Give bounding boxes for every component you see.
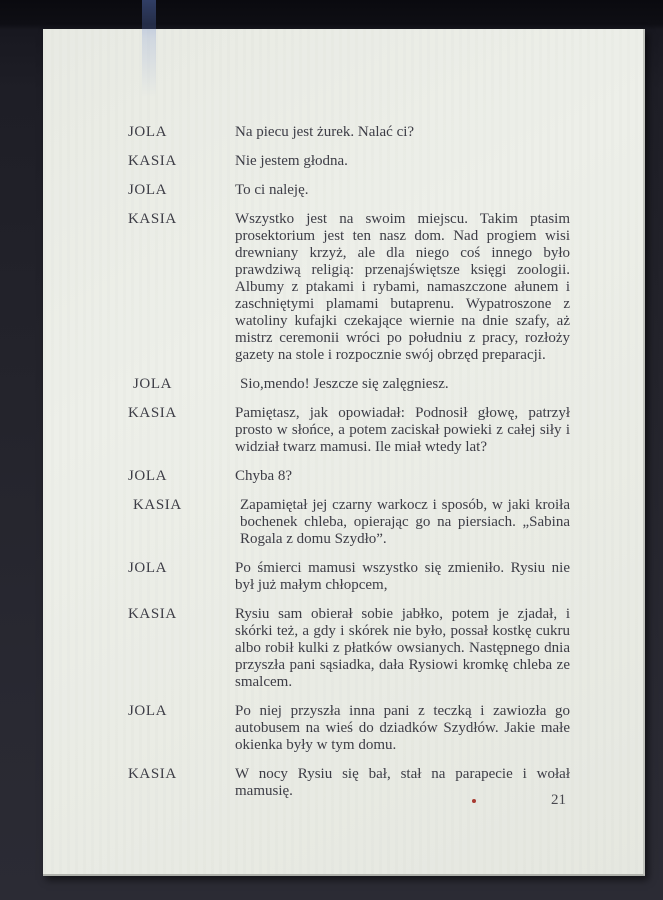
dialogue-entry bbox=[128, 560, 570, 594]
speaker-label: KASIA bbox=[128, 405, 177, 421]
dialogue-entry bbox=[128, 211, 570, 364]
document-page bbox=[43, 29, 645, 876]
dialogue-text: Wszystko jest na swoim miejscu. Takim ptasim prosektorium jest ten nasz dom. Nad progiem wisi drewniany krzyż, ale dla niego coś innego było prawdziwą religią: przenajświętsze księgi zoologii. Albumy z ptakami i rybami, namaszczone ałunem i zaschniętymi plamami butaprenu. Wypatroszone z watoliny kufajki czekające wiernie na dnie szafy, aż mistrz ceremonii wróci po południu z pracy, rozłoży gazety na stole i rozpocznie swój obrzęd preparacji. bbox=[235, 211, 570, 363]
dialogue-text: Po śmierci mamusi wszystko się zmieniło. Rysiu nie był już małym chłopcem, bbox=[235, 560, 570, 593]
dialogue-text: Na piecu jest żurek. Nalać ci? bbox=[235, 124, 415, 140]
dialogue-text: Pamiętasz, jak opowiadał: Podnosił głowę, patrzył prosto w słońce, a potem zaciskał powieki z całej siły i widział twarz mamusi. Ile miał wtedy lat? bbox=[235, 405, 570, 455]
speaker-label: JOLA bbox=[128, 124, 168, 140]
dialogue-entry bbox=[128, 376, 570, 393]
page-number: 21 bbox=[551, 792, 566, 808]
dialogue-text: Zapamiętał jej czarny warkocz i sposób, w jaki kroiła bochenek chleba, opierając go na piersiach. „Sabina Rogala z domu Szydło”. bbox=[240, 497, 570, 547]
speaker-label: KASIA bbox=[133, 497, 182, 513]
dialogue-entry bbox=[128, 124, 570, 141]
dialogue-entry bbox=[128, 606, 570, 691]
speaker-label: KASIA bbox=[128, 606, 177, 622]
dialogue-text: W nocy Rysiu się bał, stał na parapecie i wołał mamusię. bbox=[235, 766, 570, 799]
dialogue-entry bbox=[128, 497, 570, 548]
dialogue-text: Chyba 8? bbox=[235, 468, 293, 484]
speaker-label: JOLA bbox=[133, 376, 173, 392]
dialogue-entry bbox=[128, 766, 570, 800]
speaker-label: KASIA bbox=[128, 766, 177, 782]
dialogue-entry bbox=[128, 153, 570, 170]
speaker-label: KASIA bbox=[128, 153, 177, 169]
dialogue-entry bbox=[128, 703, 570, 754]
speaker-label: JOLA bbox=[128, 182, 168, 198]
dialogue-entry bbox=[128, 468, 570, 485]
speaker-label: JOLA bbox=[128, 560, 168, 576]
red-ink-dot bbox=[472, 799, 476, 803]
dialogue-text: Po niej przyszła inna pani z teczką i zawiozła go autobusem na wieś do dziadków Szydłów. Jakie małe okienka były w tym domu. bbox=[235, 703, 570, 753]
dialogue-entry bbox=[128, 405, 570, 456]
dialogue-entry bbox=[128, 182, 570, 199]
dialogue-text: Nie jestem głodna. bbox=[235, 153, 348, 169]
speaker-label: JOLA bbox=[128, 468, 168, 484]
dialogue-text: To ci naleję. bbox=[235, 182, 309, 198]
dialogue-text: Rysiu sam obierał sobie jabłko, potem je zjadał, i skórki też, a gdy i skórek nie było, possał kostkę cukru albo robił kulki z płatków owsianych. Następnego dnia przyszła pani sąsiadka, dała Rysiowi kromkę chleba ze smalcem. bbox=[235, 606, 570, 690]
speaker-label: KASIA bbox=[128, 211, 177, 227]
speaker-label: JOLA bbox=[128, 703, 168, 719]
dialogue-list bbox=[128, 124, 570, 812]
dialogue-text: Sio,mendo! Jeszcze się zalęgniesz. bbox=[240, 376, 449, 392]
